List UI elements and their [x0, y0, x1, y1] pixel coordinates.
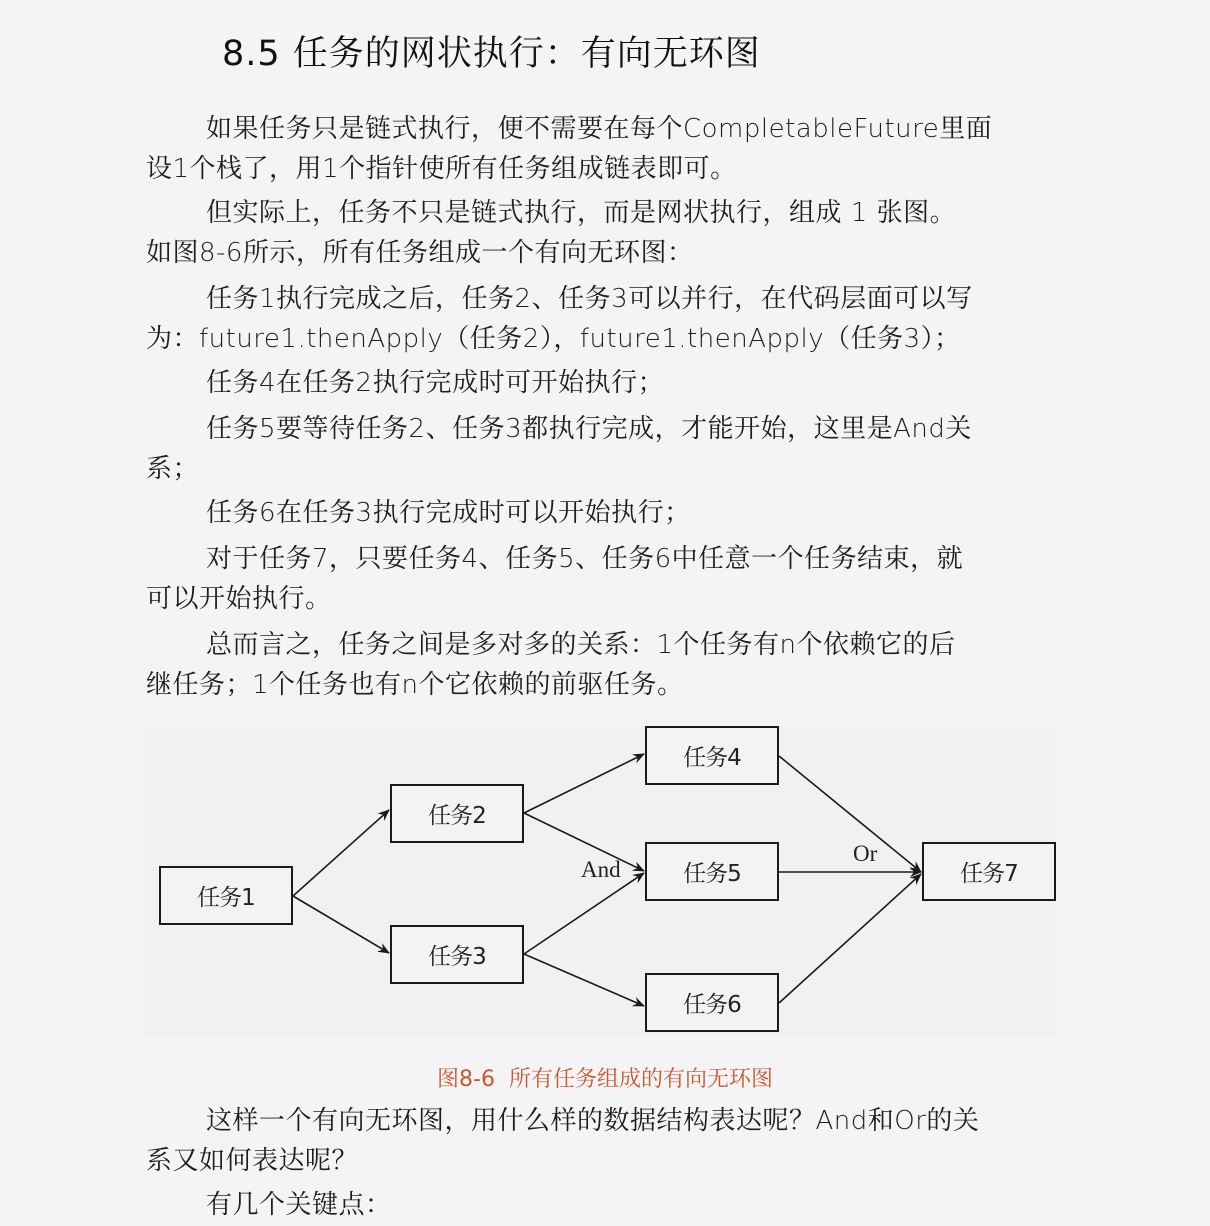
figure-caption-text: 图8-6 所有任务组成的有向无环图 — [437, 1067, 773, 1092]
node-task3: 任务3 — [390, 925, 524, 984]
paragraph-line: 如图8-6所示，所有任务组成一个有向无环图： — [146, 238, 694, 268]
paragraph-line: 任务4在任务2执行完成时可开始执行； — [206, 368, 665, 398]
edge-task1-task2 — [293, 810, 389, 896]
paragraph-line: 系又如何表达呢？ — [146, 1146, 359, 1176]
paragraph-task6 — [146, 493, 1060, 533]
node-task4: 任务4 — [645, 726, 779, 785]
paragraph-line: 任务6在任务3执行完成时可以开始执行； — [206, 498, 691, 528]
paragraph-summary — [146, 625, 1060, 705]
paragraph-line: 可以开始执行。 — [146, 584, 332, 614]
paragraph-task5-and — [146, 409, 1060, 489]
paragraph-key-points — [146, 1185, 1060, 1225]
or-label: Or — [853, 841, 878, 866]
edge-task6-task7 — [779, 874, 921, 1003]
edge-task3-task6 — [524, 954, 644, 1006]
paragraph-line: 任务1执行完成之后，任务2、任务3可以并行，在代码层面可以写 — [206, 284, 973, 314]
node-task2: 任务2 — [390, 784, 524, 843]
paragraph-network-execution — [146, 193, 1060, 273]
paragraph-chain-execution — [146, 109, 1060, 189]
section-title: 8.5 任务的网状执行：有向无环图 — [222, 34, 761, 74]
edge-task4-task7 — [779, 756, 921, 872]
paragraph-line: 有几个关键点： — [206, 1190, 392, 1220]
node-task1: 任务1 — [159, 866, 293, 925]
and-label: And — [581, 857, 621, 882]
paragraph-line: 任务5要等待任务2、任务3都执行完成，才能开始，这里是And关 — [206, 414, 972, 444]
paragraph-line-code: 为：future1.thenApply（任务2），future1.thenApply（任务3）； — [146, 324, 961, 354]
paragraph-line: 系； — [146, 454, 200, 484]
edge-task3-task5 — [524, 873, 644, 954]
paragraph-line: 但实际上，任务不只是链式执行，而是网状执行，组成 1 张图。 — [206, 198, 957, 228]
paragraph-line: 如果任务只是链式执行，便不需要在每个CompletableFuture里面 — [206, 114, 993, 144]
paragraph-line: 设1个栈了，用1个指针使所有任务组成链表即可。 — [146, 154, 737, 184]
paragraph-line: 继任务；1个任务也有n个它依赖的前驱任务。 — [146, 670, 684, 700]
paragraph-line: 对于任务7，只要任务4、任务5、任务6中任意一个任务结束，就 — [206, 544, 964, 574]
paragraph-data-structure-question — [146, 1101, 1060, 1181]
node-task6: 任务6 — [645, 973, 779, 1032]
figure-caption — [0, 1062, 1210, 1093]
node-task7: 任务7 — [922, 842, 1056, 901]
edge-task2-task4 — [524, 754, 644, 813]
node-task5: 任务5 — [645, 842, 779, 901]
edge-task1-task3 — [293, 896, 389, 953]
paragraph-line: 这样一个有向无环图，用什么样的数据结构表达呢？And和Or的关 — [206, 1106, 980, 1136]
paragraph-task7-or — [146, 539, 1060, 619]
dag-diagram — [145, 727, 1057, 1037]
paragraph-task1-parallel — [146, 279, 1060, 359]
paragraph-line: 总而言之，任务之间是多对多的关系：1个任务有n个依赖它的后 — [206, 630, 956, 660]
paragraph-task4 — [146, 363, 1060, 403]
